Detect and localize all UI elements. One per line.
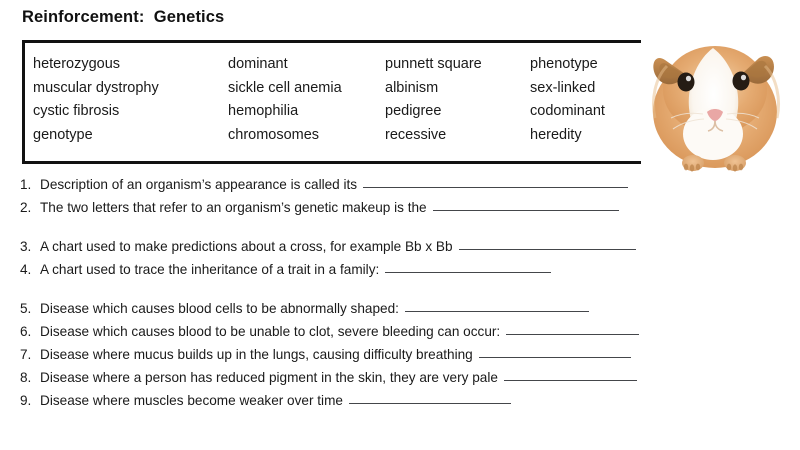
word-bank-term: hemophilia xyxy=(228,103,299,119)
question-number: 8. xyxy=(20,370,32,385)
question-text: Disease which causes blood cells to be abnormally shaped: xyxy=(40,301,399,316)
word-bank-column-2 xyxy=(228,53,342,147)
answer-blank[interactable] xyxy=(385,260,551,273)
answer-blank[interactable] xyxy=(405,299,589,312)
answer-blank[interactable] xyxy=(506,322,639,335)
question-number: 3. xyxy=(20,239,32,254)
word-bank-term: genotype xyxy=(33,126,93,143)
word-bank-box xyxy=(22,40,644,164)
question-text: A chart used to make predictions about a cross, for example Bb x Bb xyxy=(40,239,453,254)
answer-blank[interactable] xyxy=(363,175,628,188)
word-bank-term: heredity xyxy=(530,126,582,143)
question-number: 4. xyxy=(20,262,32,277)
word-bank-term: phenotype xyxy=(530,56,598,72)
word-bank-term: punnett square xyxy=(385,56,482,72)
question-number: 6. xyxy=(20,324,32,339)
question-row xyxy=(20,346,780,369)
word-bank-term: dominant xyxy=(228,56,288,72)
word-bank-term: cystic fibrosis xyxy=(33,103,120,119)
word-bank-term: recessive xyxy=(385,126,447,143)
answer-blank[interactable] xyxy=(479,345,631,358)
question-row xyxy=(20,392,780,415)
guinea-pig-photo xyxy=(641,26,793,172)
question-row xyxy=(20,323,780,346)
question-row xyxy=(20,199,780,222)
answer-blank[interactable] xyxy=(504,368,637,381)
answer-blank[interactable] xyxy=(349,391,511,404)
question-group-2 xyxy=(20,238,780,284)
question-text: The two letters that refer to an organism’s genetic makeup is the xyxy=(40,200,427,215)
question-group-3 xyxy=(20,300,780,415)
question-text: Disease where muscles become weaker over time xyxy=(40,393,343,408)
word-bank-term: sex-linked xyxy=(530,79,596,96)
word-bank-term: chromosomes xyxy=(228,126,320,143)
question-text: A chart used to trace the inheritance of a trait in a family: xyxy=(40,262,380,277)
question-text: Disease where a person has reduced pigment in the skin, they are very pale xyxy=(40,370,498,385)
question-text: Disease which causes blood to be unable to clot, severe bleeding can occur: xyxy=(40,324,501,339)
word-bank-column-1 xyxy=(33,53,159,147)
word-bank-term: muscular dystrophy xyxy=(33,79,159,96)
word-bank-column-3 xyxy=(385,53,482,147)
word-bank-column-4 xyxy=(530,53,605,147)
page-title: Reinforcement: Genetics xyxy=(22,8,225,26)
question-group-1 xyxy=(20,176,780,222)
word-bank-grid xyxy=(25,43,641,161)
question-row xyxy=(20,176,780,199)
question-number: 1. xyxy=(20,177,32,192)
question-number: 7. xyxy=(20,347,32,362)
word-bank-term: codominant xyxy=(530,103,605,119)
question-number: 2. xyxy=(20,200,32,215)
word-bank-term: heterozygous xyxy=(33,56,121,72)
answer-blank[interactable] xyxy=(459,237,636,250)
question-number: 9. xyxy=(20,393,32,408)
word-bank-term: pedigree xyxy=(385,103,442,119)
word-bank-term: sickle cell anemia xyxy=(228,79,342,96)
question-text: Disease where mucus builds up in the lungs, causing difficulty breathing xyxy=(40,347,473,362)
question-row xyxy=(20,369,780,392)
question-number: 5. xyxy=(20,301,32,316)
question-row xyxy=(20,238,780,261)
word-bank-term: albinism xyxy=(385,79,439,96)
question-row xyxy=(20,300,780,323)
answer-blank[interactable] xyxy=(433,198,619,211)
questions-list xyxy=(20,176,780,415)
question-row xyxy=(20,261,780,284)
question-text: Description of an organism’s appearance is called its xyxy=(40,177,358,192)
